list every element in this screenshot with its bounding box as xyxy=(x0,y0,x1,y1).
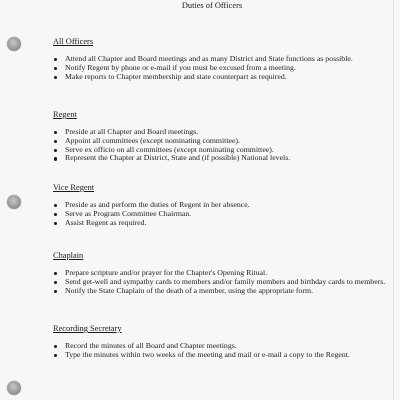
duty-item: Send get-well and sympathy cards to members and/or family members and birthday cards to members. xyxy=(53,278,388,287)
duty-item: Serve ex officio on all committees (except nominating committee). xyxy=(53,146,388,155)
duty-item: Preside at all Chapter and Board meetings. xyxy=(53,128,388,137)
section-heading: All Officers xyxy=(53,37,94,46)
duty-item: Notify Regent by phone or e-mail if you must be excused from a meeting. xyxy=(53,64,388,73)
duty-item: Notify the State Chaplain of the death of a member, using the appropriate form. xyxy=(53,287,388,296)
section-heading: Regent xyxy=(53,110,77,119)
duty-item: Appoint all committees (except nominating committee). xyxy=(53,137,388,146)
binder-hole xyxy=(7,195,21,209)
section-heading: Vice Regent xyxy=(53,183,95,192)
duty-item: Represent the Chapter at District, State and (if possible) National levels. xyxy=(53,154,388,163)
duty-item: Assist Regent as required. xyxy=(53,219,388,228)
duty-list xyxy=(53,55,388,81)
section-recording-secretary xyxy=(53,324,388,360)
duty-list xyxy=(53,128,388,163)
page-title: Duties of Officers xyxy=(181,1,243,10)
duty-list xyxy=(53,201,388,227)
section-vice-regent xyxy=(53,183,388,227)
section-heading: Chaplain xyxy=(53,251,84,260)
binder-hole xyxy=(7,381,21,395)
binder-hole xyxy=(7,37,21,51)
duty-list xyxy=(53,342,388,360)
section-regent xyxy=(53,110,388,163)
duty-item: Make reports to Chapter membership and state counterpart as required. xyxy=(53,73,388,82)
section-all-officers xyxy=(53,37,388,81)
section-chaplain xyxy=(53,251,388,295)
page-edge xyxy=(393,0,394,400)
duty-item: Record the minutes of all Board and Chapter meetings. xyxy=(53,342,388,351)
duty-item: Type the minutes within two weeks of the meeting and mail or e-mail a copy to the Regent. xyxy=(53,351,388,360)
duty-item: Preside as and perform the duties of Regent in her absence. xyxy=(53,201,388,210)
section-heading: Recording Secretary xyxy=(53,324,122,333)
duty-item: Prepare scripture and/or prayer for the Chapter's Opening Ritual. xyxy=(53,269,388,278)
duty-list xyxy=(53,269,388,295)
duty-item: Attend all Chapter and Board meetings and as many District and State functions as possible. xyxy=(53,55,388,64)
duty-item: Serve as Program Committee Chairman. xyxy=(53,210,388,219)
